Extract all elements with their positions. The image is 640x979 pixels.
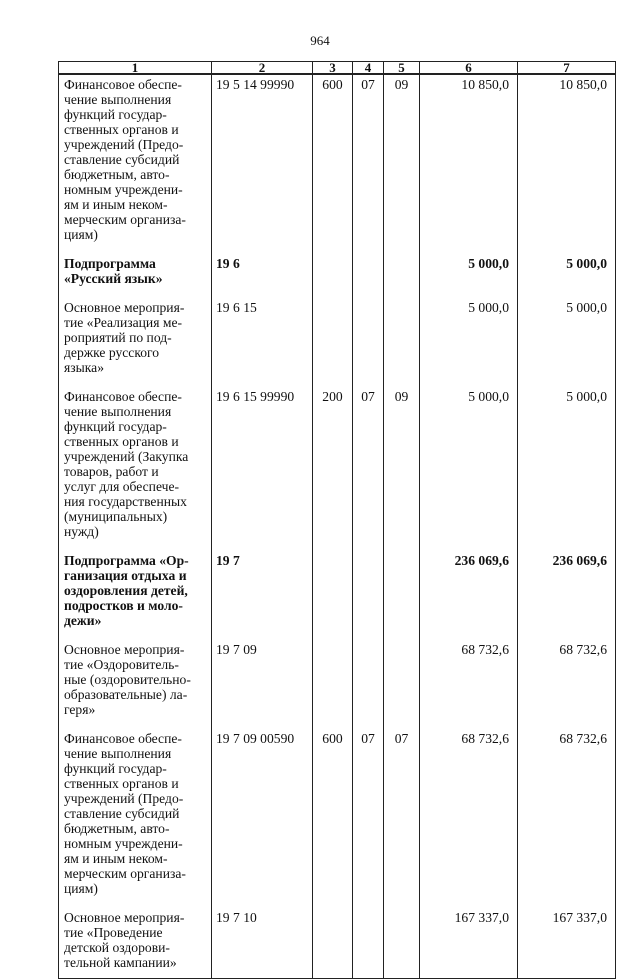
table-row xyxy=(59,298,616,387)
column-header: 5 xyxy=(384,62,420,75)
item-name-line: услуг для обеспече- xyxy=(64,479,180,494)
item-name-cell xyxy=(59,551,212,640)
item-name-line: Основное мероприя- xyxy=(64,300,185,315)
amount-cell: 5 000,0 xyxy=(518,254,616,298)
item-name-line: нужд) xyxy=(64,524,99,539)
item-name-line: ния государственных xyxy=(64,494,187,509)
subsection-cell xyxy=(384,254,420,298)
amount-cell: 5 000,0 xyxy=(420,254,518,298)
subsection-cell xyxy=(384,551,420,640)
table-row xyxy=(59,908,616,979)
budget-code-cell: 19 5 14 99990 xyxy=(212,74,313,254)
item-name-cell xyxy=(59,254,212,298)
budget-code-cell: 19 7 09 xyxy=(212,640,313,729)
item-name-line: детской оздорови- xyxy=(64,940,170,955)
item-name-line: тие «Проведение xyxy=(64,925,163,940)
item-name-line: чение выполнения xyxy=(64,404,172,419)
item-name-line: Финансовое обеспе- xyxy=(64,77,182,92)
item-name-line: тельной кампании» xyxy=(64,955,177,970)
section-cell xyxy=(353,551,384,640)
item-name-line: чение выполнения xyxy=(64,92,172,107)
item-name-line: товаров, работ и xyxy=(64,464,159,479)
table-row xyxy=(59,551,616,640)
expense-type-cell: 600 xyxy=(313,74,353,254)
amount-cell: 10 850,0 xyxy=(420,74,518,254)
item-name-line: оздоровления детей, xyxy=(64,583,188,598)
item-name-line: «Русский язык» xyxy=(64,271,163,286)
subsection-cell: 09 xyxy=(384,387,420,551)
item-name-line: тие «Реализация ме- xyxy=(64,315,183,330)
item-name-line: Финансовое обеспе- xyxy=(64,389,182,404)
page-number: 964 xyxy=(310,33,330,48)
item-name-line: Финансовое обеспе- xyxy=(64,731,182,746)
subsection-cell: 07 xyxy=(384,729,420,908)
section-cell: 07 xyxy=(353,74,384,254)
column-header: 3 xyxy=(313,62,353,75)
amount-cell: 5 000,0 xyxy=(420,387,518,551)
item-name-line: мерческим организа- xyxy=(64,212,186,227)
item-name-line: бюджетным, авто- xyxy=(64,167,170,182)
amount-cell: 5 000,0 xyxy=(420,298,518,387)
amount-cell: 5 000,0 xyxy=(518,387,616,551)
item-name-line: Основное мероприя- xyxy=(64,642,185,657)
amount-cell: 167 337,0 xyxy=(518,908,616,979)
item-name-line: функций государ- xyxy=(64,419,167,434)
item-name-line: тие «Оздоровитель- xyxy=(64,657,179,672)
item-name-line: учреждений (Предо- xyxy=(64,791,184,806)
amount-cell: 5 000,0 xyxy=(518,298,616,387)
item-name-line: ственных органов и xyxy=(64,776,179,791)
item-name-line: номным учреждени- xyxy=(64,836,183,851)
item-name-line: ственных органов и xyxy=(64,122,179,137)
table-row xyxy=(59,387,616,551)
item-name-line: ям и иным неком- xyxy=(64,197,168,212)
item-name-line: мерческим организа- xyxy=(64,866,186,881)
section-cell xyxy=(353,908,384,979)
amount-cell: 68 732,6 xyxy=(420,640,518,729)
item-name-cell xyxy=(59,74,212,254)
item-name-line: бюджетным, авто- xyxy=(64,821,170,836)
section-cell xyxy=(353,254,384,298)
amount-cell: 68 732,6 xyxy=(518,640,616,729)
item-name-line: языка» xyxy=(64,360,104,375)
subsection-cell xyxy=(384,640,420,729)
section-cell: 07 xyxy=(353,387,384,551)
item-name-line: держке русского xyxy=(64,345,160,360)
column-header: 2 xyxy=(212,62,313,75)
table-row xyxy=(59,74,616,254)
item-name-line: учреждений (Закупка xyxy=(64,449,189,464)
item-name-line: ственных органов и xyxy=(64,434,179,449)
item-name-line: циям) xyxy=(64,227,98,242)
amount-cell: 68 732,6 xyxy=(518,729,616,908)
table-row xyxy=(59,254,616,298)
column-header: 6 xyxy=(420,62,518,75)
amount-cell: 10 850,0 xyxy=(518,74,616,254)
item-name-line: ганизация отдыха и xyxy=(64,568,187,583)
expense-type-cell xyxy=(313,640,353,729)
item-name-line: геря» xyxy=(64,702,96,717)
budget-code-cell: 19 6 15 xyxy=(212,298,313,387)
item-name-line: роприятий по под- xyxy=(64,330,172,345)
budget-code-cell: 19 7 xyxy=(212,551,313,640)
budget-code-cell: 19 7 10 xyxy=(212,908,313,979)
column-header: 7 xyxy=(518,62,616,75)
item-name-line: ям и иным неком- xyxy=(64,851,168,866)
item-name-cell xyxy=(59,729,212,908)
table-row xyxy=(59,729,616,908)
item-name-line: ные (оздоровительно- xyxy=(64,672,191,687)
amount-cell: 68 732,6 xyxy=(420,729,518,908)
table-body xyxy=(59,74,616,979)
item-name-line: Подпрограмма «Ор- xyxy=(64,553,189,568)
column-header: 1 xyxy=(59,62,212,75)
item-name-line: Подпрограмма xyxy=(64,256,156,271)
subsection-cell xyxy=(384,908,420,979)
section-cell xyxy=(353,298,384,387)
section-cell: 07 xyxy=(353,729,384,908)
item-name-line: Основное мероприя- xyxy=(64,910,185,925)
amount-cell: 236 069,6 xyxy=(518,551,616,640)
item-name-cell xyxy=(59,298,212,387)
subsection-cell xyxy=(384,298,420,387)
expense-type-cell xyxy=(313,908,353,979)
item-name-line: дежи» xyxy=(64,613,102,628)
item-name-cell xyxy=(59,640,212,729)
item-name-cell xyxy=(59,908,212,979)
subsection-cell: 09 xyxy=(384,74,420,254)
amount-cell: 167 337,0 xyxy=(420,908,518,979)
item-name-line: номным учреждени- xyxy=(64,182,183,197)
item-name-line: ставление субсидий xyxy=(64,806,180,821)
item-name-line: учреждений (Предо- xyxy=(64,137,184,152)
item-name-line: (муниципальных) xyxy=(64,509,168,524)
column-header: 4 xyxy=(353,62,384,75)
item-name-line: циям) xyxy=(64,881,98,896)
expense-type-cell: 200 xyxy=(313,387,353,551)
item-name-line: функций государ- xyxy=(64,107,167,122)
table-row xyxy=(59,640,616,729)
section-cell xyxy=(353,640,384,729)
item-name-cell xyxy=(59,387,212,551)
budget-code-cell: 19 7 09 00590 xyxy=(212,729,313,908)
budget-table xyxy=(58,61,616,979)
expense-type-cell: 600 xyxy=(313,729,353,908)
item-name-line: подростков и моло- xyxy=(64,598,183,613)
item-name-line: чение выполнения xyxy=(64,746,172,761)
expense-type-cell xyxy=(313,551,353,640)
budget-code-cell: 19 6 xyxy=(212,254,313,298)
item-name-line: образовательные) ла- xyxy=(64,687,188,702)
item-name-line: функций государ- xyxy=(64,761,167,776)
amount-cell: 236 069,6 xyxy=(420,551,518,640)
header-row xyxy=(59,62,616,75)
expense-type-cell xyxy=(313,254,353,298)
expense-type-cell xyxy=(313,298,353,387)
budget-code-cell: 19 6 15 99990 xyxy=(212,387,313,551)
item-name-line: ставление субсидий xyxy=(64,152,180,167)
